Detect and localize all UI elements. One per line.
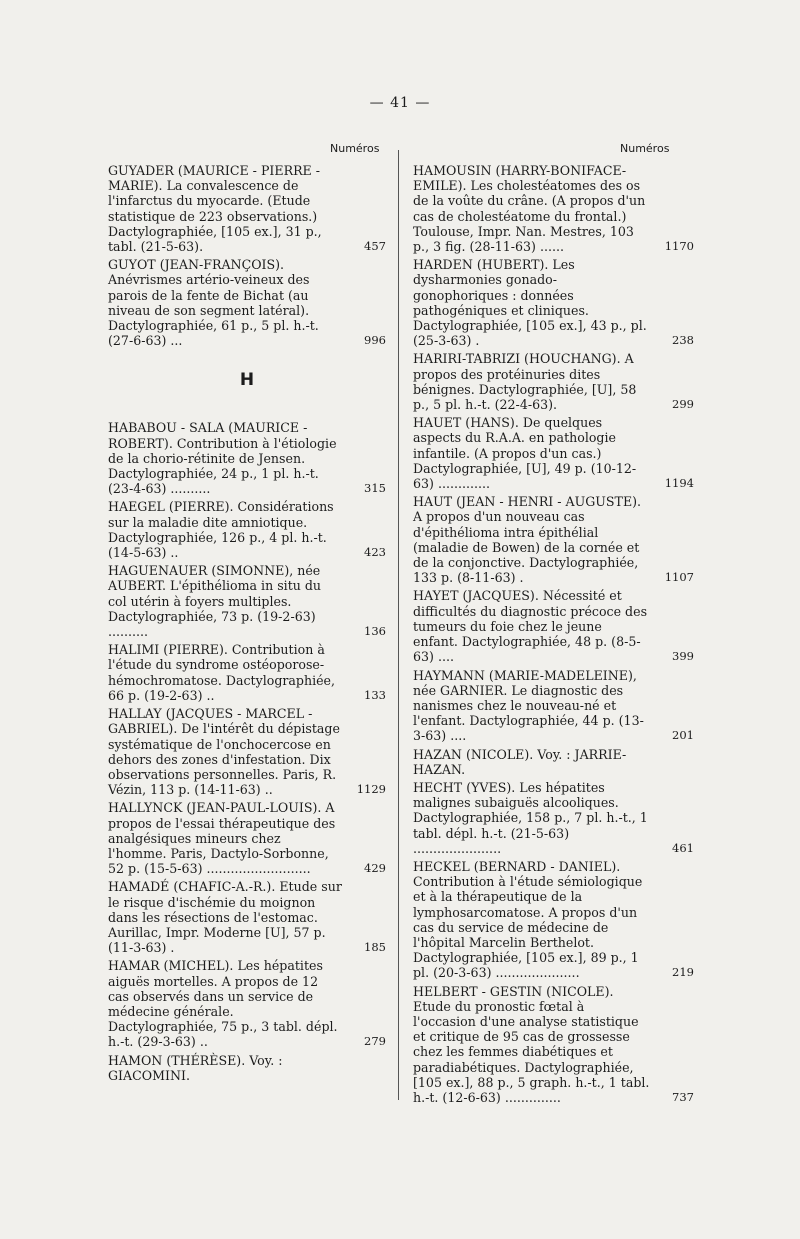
bibliography-entry	[108, 1053, 386, 1083]
bibliography-entry	[413, 351, 694, 412]
bibliography-entry	[413, 588, 694, 664]
author-name: HAEGEL (PIERRE).	[108, 499, 234, 515]
thesis-description: La convalescence de l'infarctus du myocarde. (Etude statistique de 223 observations.) Dactylographiée, [105 ex.], 31 p., tabl. (21-5-63).	[108, 178, 322, 255]
column-divider	[398, 150, 399, 1100]
thesis-description: Contribution à l'étiologie de la chorio-rétinite de Jensen. Dactylographiée, 24 p., 1 pl. h.-t. (23-4-63) ..........	[108, 435, 337, 497]
entry-number: 299	[672, 397, 694, 412]
bibliography-entry	[413, 668, 694, 744]
entry-number: 429	[364, 861, 386, 876]
thesis-description: Voy. : JARRIE-HAZAN.	[413, 746, 627, 777]
bibliography-entry	[108, 499, 386, 560]
bibliography-entry	[413, 984, 694, 1106]
bibliography-entry	[108, 958, 386, 1049]
author-name: HAUT (JEAN - HENRI - AUGUSTE).	[413, 494, 642, 510]
author-name: GUYOT (JEAN-FRANÇOIS).	[108, 257, 285, 273]
author-name: HALLAY (JACQUES - MARCEL - GABRIEL).	[108, 706, 313, 737]
thesis-description: Les cholestéatomes des os de la voûte du crâne. (A propos d'un cas de cholestéatome du frontal.) Toulouse, Impr. Nan. Mestres, 103 p., 3 fig. (28-11-63) ......	[413, 178, 646, 255]
author-name: HALLYNCK (JEAN-PAUL-LOUIS).	[108, 800, 322, 816]
thesis-description: Voy. : GIACOMINI.	[108, 1052, 283, 1083]
entry-number: 133	[364, 687, 386, 702]
thesis-description: De l'intérêt du dépistage systématique de l'onchocercose en dehors des zones d'infestation. Dix observations personnelles. Paris, R. Vézin, 113 p. (14-11-63) ..	[108, 721, 340, 798]
bibliography-entry	[108, 642, 386, 703]
thesis-description: De quelques aspects du R.A.A. en pathologie infantile. (A propos d'un cas.) Dactylographiée, [U], 49 p. (10-12-63) .............	[413, 415, 637, 492]
thesis-description: Etude du pronostic fœtal à l'occasion d'une analyse statistique et critique de 95 cas de grossesse chez les femmes diabétiques et paradiabétiques. Dactylographiée, [105 ex.], 88 p., 5 graph. h.-t., 1 tabl. h.-t. (12-6-63) ..............	[413, 998, 650, 1105]
author-name: HARIRI-TABRIZI (HOUCHANG).	[413, 351, 621, 367]
bibliography-entry	[413, 859, 694, 981]
right-column	[413, 163, 694, 1108]
bibliography-entry	[413, 415, 694, 491]
entry-number: 136	[364, 624, 386, 639]
bibliography-entry	[108, 800, 386, 876]
column-label-right: Numéros	[620, 142, 670, 155]
thesis-description: Etude sur le risque d'ischémie du moignon dans les résections de l'estomac. Aurillac, Impr. Moderne [U], 57 p. (11-3-63) .	[108, 879, 342, 956]
author-name: HAZAN (NICOLE).	[413, 746, 534, 762]
entry-number: 315	[364, 481, 386, 496]
bibliography-entry	[413, 494, 694, 585]
entry-number: 1170	[664, 239, 694, 254]
entry-number: 737	[672, 1089, 694, 1104]
bibliography-entry	[108, 163, 386, 254]
author-name: HABABOU - SALA (MAURICE - ROBERT).	[108, 420, 308, 451]
column-label-left: Numéros	[330, 142, 380, 155]
section-letter: H	[239, 370, 255, 391]
entry-number: 461	[672, 840, 694, 855]
page-number: — 41 —	[369, 95, 431, 111]
bibliography-entry	[108, 563, 386, 639]
author-name: HELBERT - GESTIN (NICOLE).	[413, 983, 614, 999]
entry-number: 996	[364, 333, 386, 348]
author-name: HAMOUSIN (HARRY-BONIFACE-EMILE).	[413, 163, 627, 194]
thesis-description: A propos des protéinuries dites bénignes. Dactylographiée, [U], 58 p., 5 pl. h.-t. (22-4-63).	[413, 351, 637, 413]
thesis-description: A propos de l'essai thérapeutique des analgésiques mineurs chez l'homme. Paris, Dactylo-Sorbonne, 52 p. (15-5-63) ..........................	[108, 800, 336, 877]
entry-number: 457	[364, 239, 386, 254]
author-name: HAMON (THÉRÈSE).	[108, 1052, 246, 1068]
author-name: HAYET (JACQUES).	[413, 588, 539, 604]
bibliography-entry	[413, 780, 694, 856]
author-name: HAMAR (MICHEL).	[108, 958, 234, 974]
entry-number: 1129	[356, 782, 386, 797]
entry-number: 1107	[664, 570, 694, 585]
right-entries	[413, 163, 694, 1105]
bibliography-entry	[108, 706, 386, 797]
entry-number: 238	[672, 333, 694, 348]
thesis-description: Le diagnostic des nanismes chez le nouveau-né et l'enfant. Dactylographiée, 44 p. (13-3-63) ....	[413, 682, 644, 744]
entry-number: 279	[364, 1034, 386, 1049]
author-name: HAMADÉ (CHAFIC-A.-R.).	[108, 879, 276, 895]
left-entries-after	[108, 420, 386, 1083]
bibliography-entry	[413, 257, 694, 348]
author-name: HALIMI (PIERRE).	[108, 642, 228, 658]
thesis-description: Nécessité et difficultés du diagnostic précoce des tumeurs du foie chez le jeune enfant. Dactylographiée, 48 p. (8-5-63) ....	[413, 588, 648, 665]
left-column	[108, 163, 386, 1086]
author-name: HAUET (HANS).	[413, 415, 519, 431]
author-name: GUYADER (MAURICE - PIERRE - MARIE).	[108, 163, 321, 194]
bibliography-entry	[108, 420, 386, 496]
author-name: HAYMANN (MARIE-MADELEINE), née GARNIER.	[413, 667, 637, 698]
entry-number: 185	[364, 940, 386, 955]
author-name: HECKEL (BERNARD - DANIEL).	[413, 858, 621, 874]
thesis-description: Considérations sur la maladie dite amniotique. Dactylographiée, 126 p., 4 pl. h.-t. (14-5-63) ..	[108, 499, 334, 561]
thesis-description: Contribution à l'étude sémiologique et à la thérapeutique de la lymphosarcomatose. A propos d'un cas du service de médecine de l'hôpital Marcelin Berthelot. Dactylographiée, [105 ex.], 89 p., 1 pl. (20-3-63) .....................	[413, 874, 643, 981]
thesis-description: Contribution à l'étude du syndrome ostéoporose-hémochromatose. Dactylographiée, 66 p. (19-2-63) ..	[108, 642, 336, 703]
bibliography-entry	[413, 747, 694, 777]
author-name: HAGUENAUER (SIMONNE), née AUBERT.	[108, 563, 321, 594]
thesis-description: Les hépatites malignes subaiguës alcooliques. Dactylographiée, 158 p., 7 pl. h.-t., 1 tabl. dépl. h.-t. (21-5-63) ......................	[413, 779, 648, 856]
thesis-description: Les hépatites aiguës mortelles. A propos de 12 cas observés dans un service de médecine générale. Dactylographiée, 75 p., 3 tabl. dépl. h.-t. (29-3-63) ..	[108, 958, 338, 1050]
left-entries-before	[108, 163, 386, 348]
thesis-description: L'épithélioma in situ du col utérin à foyers multiples. Dactylographiée, 73 p. (19-2-63) ..........	[108, 578, 322, 640]
thesis-description: A propos d'un nouveau cas d'épithélioma intra épithélial (maladie de Bowen) de la cornée et de la conjonctive. Dactylographiée, 133 p. (8-11-63) .	[413, 509, 640, 586]
thesis-description: Les dysharmonies gonado-gonophoriques : données pathogéniques et cliniques. Dactylographiée, [105 ex.], 43 p., pl. (25-3-63) .	[413, 257, 647, 349]
bibliography-entry	[108, 879, 386, 955]
entry-number: 423	[364, 545, 386, 560]
author-name: HARDEN (HUBERT).	[413, 257, 549, 273]
thesis-description: Anévrismes artério-veineux des parois de la fente de Bichat (au niveau de son segment latéral). Dactylographiée, 61 p., 5 pl. h.-t. (27-6-63) ...	[108, 272, 319, 349]
author-name: HECHT (YVES).	[413, 779, 516, 795]
entry-number: 201	[672, 728, 694, 743]
bibliography-entry	[413, 163, 694, 254]
entry-number: 219	[672, 965, 694, 980]
entry-number: 399	[672, 649, 694, 664]
entry-number: 1194	[664, 476, 694, 491]
bibliography-entry	[108, 257, 386, 348]
